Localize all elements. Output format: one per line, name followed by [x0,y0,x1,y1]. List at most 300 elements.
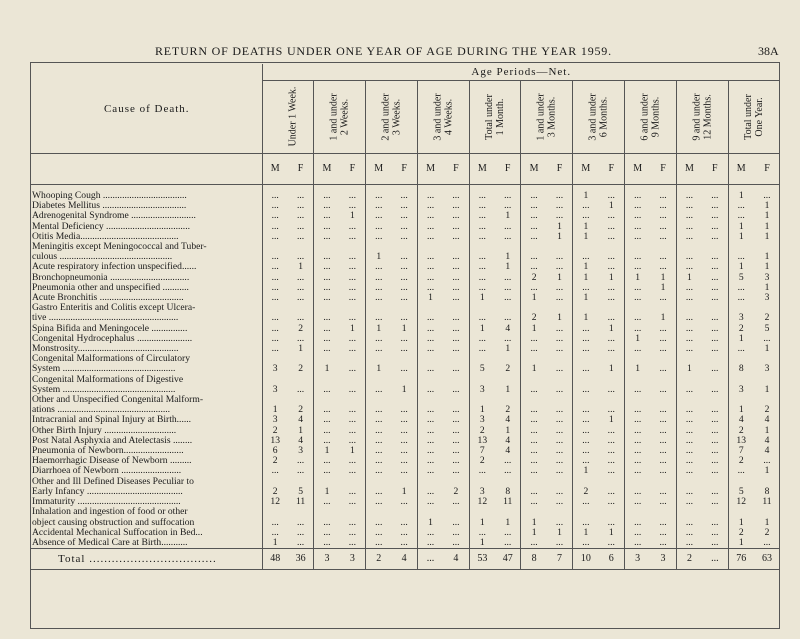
total-cell: 10 [573,549,599,570]
table-cell [754,242,780,252]
table-cell: 1 [521,518,547,528]
table-cell: ... [555,435,564,446]
table-cell [366,354,392,364]
table-row-continuation [30,487,780,497]
table-cell: ... [452,282,460,293]
table-cell: ... [469,201,495,211]
table-cell: ... [262,528,288,538]
sex-label: M [314,154,340,185]
table-cell [495,375,521,385]
table-cell [521,395,547,405]
table-cell: ... [676,191,702,201]
table-cell: 1 [401,384,407,395]
age-periods-header: Age Periods—Net. [262,64,780,81]
table-cell: ... [348,364,356,375]
table-cell [495,354,521,364]
table-cell: 12 [728,497,754,507]
table-cell: ... [624,436,650,446]
table-cell: ... [452,344,460,355]
table-cell: ... [400,293,408,304]
sex-label: F [650,154,676,185]
table-cell [443,303,469,313]
table-cell: 2 [728,426,754,436]
table-cell: 5 [728,273,754,283]
table-cell: 4 [505,435,511,446]
table-cell: 1 [557,527,562,538]
table-cell: ... [624,385,650,395]
age-column-label: Total under One Year. [743,94,766,140]
table-cell: ... [607,446,615,457]
table-cell: ... [521,344,547,354]
table-cell [702,242,728,252]
table-cell: 1 [624,334,650,344]
table-cell: ... [296,201,305,212]
table-row [30,354,780,364]
table-cell: ... [348,456,356,467]
table-cell: ... [676,283,702,293]
table-cell: ... [521,405,547,415]
table-cell: 1 [366,364,392,374]
table-cell: 1 [764,252,770,263]
table-cell: ... [624,466,650,476]
table-cell [702,354,728,364]
table-cell [288,507,314,517]
table-cell: 2 [298,323,303,334]
table-cell: ... [521,252,547,262]
table-row [30,507,780,517]
table-cell: 1 [298,425,303,436]
table-cell: ... [314,262,340,272]
table-cell: ... [624,324,650,334]
table-cell: ... [659,486,667,497]
table-cell: ... [262,313,288,323]
age-column-header [314,81,366,154]
table-cell: 1 [505,262,511,273]
table-cell [495,303,521,313]
table-cell: ... [417,201,443,211]
cause-label: Absence of Medical Care at Birth........... [32,537,188,548]
table-cell: 2 [262,487,288,497]
cause-label: Inhalation and ingestion of food or other [32,507,188,518]
table-cell: ... [711,293,719,304]
cause-label: Haemorrhagic Disease of Newborn ......... [32,456,192,467]
table-cell: ... [366,262,392,272]
table-cell: 1 [728,405,754,415]
table-cell [728,477,754,487]
table-cell: ... [314,191,340,201]
table-cell: 1 [728,262,754,272]
table-cell: ... [573,538,599,549]
table-cell: ... [607,537,615,548]
table-cell [262,303,288,313]
table-cell: 12 [262,497,288,507]
table-cell: ... [262,222,288,232]
table-cell: ... [504,272,512,283]
table-cell: ... [676,518,702,528]
table-cell: ... [452,252,460,263]
table-row [30,324,780,334]
table-cell: ... [521,201,547,211]
table-cell: ... [452,323,460,334]
table-cell [366,375,392,385]
cause-label: Other and Ill Defined Diseases Peculiar to [32,476,194,487]
table-cell: ... [400,201,408,212]
table-cell: ... [366,518,392,528]
table-cell [443,375,469,385]
table-cell: ... [417,415,443,425]
table-cell: ... [296,293,305,304]
table-cell: ... [711,211,719,222]
table-cell [391,375,417,385]
table-cell [599,354,625,364]
cause-label: Post Natal Asphyxia and Atelectasis ........ [32,435,193,446]
sex-label: M [624,154,650,185]
table-cell: 1 [505,384,511,395]
table-cell [340,395,366,405]
table-cell: ... [521,466,547,476]
table-cell: ... [296,517,305,528]
table-cell: ... [400,527,408,538]
table-cell: ... [607,313,615,324]
cause-header [30,64,262,154]
table-cell: 1 [521,324,547,334]
table-cell [521,375,547,385]
table-cell: ... [348,333,356,344]
table-cell: 1 [505,211,511,222]
table-cell: ... [573,446,599,456]
table-cell: ... [504,191,512,201]
table-cell [754,354,780,364]
table-cell: ... [573,324,599,334]
table-cell: 6 [262,446,288,456]
table-cell [391,507,417,517]
table-cell [599,477,625,487]
table-cell: ... [452,191,460,201]
table-cell: ... [555,364,564,375]
table-cell: 2 [469,426,495,436]
table-cell: ... [555,252,564,263]
table-cell [366,242,392,252]
table-cell: 3 [764,364,770,375]
table-cell: ... [728,211,754,221]
table-cell [728,395,754,405]
table-cell: ... [624,232,650,242]
total-cell: 63 [754,549,780,570]
table-cell [340,375,366,385]
table-cell: ... [607,344,615,355]
table-cell: 1 [764,517,770,528]
table-cell: 1 [764,282,770,293]
table-cell: ... [711,446,719,457]
sex-label: F [547,154,573,185]
table-cell [547,477,573,487]
table-cell: 1 [728,222,754,232]
table-cell [650,375,676,385]
table-cell: ... [676,538,702,549]
table-cell: ... [314,344,340,354]
table-cell: ... [417,466,443,476]
table-cell [599,375,625,385]
table-cell: ... [296,313,305,324]
table-cell: ... [348,527,356,538]
table-cell: 8 [764,486,770,497]
table-cell: ... [711,486,719,497]
age-column-header [624,81,676,154]
table-cell: 5 [469,364,495,374]
table-cell: ... [555,486,564,497]
table-cell [469,507,495,517]
table-cell: ... [366,456,392,466]
table-cell: ... [417,385,443,395]
table-cell: ... [417,211,443,221]
table-cell [391,354,417,364]
table-cell: 4 [764,415,770,426]
age-column-label: 3 and under 4 Weeks. [432,93,455,141]
table-cell: ... [711,435,719,446]
cause-label: object causing obstruction and suffocation [32,517,195,528]
table-cell: ... [366,344,392,354]
table-cell: ... [400,344,408,355]
header-row [30,64,780,81]
table-cell: ... [659,252,667,263]
table-cell: ... [417,497,443,507]
table-cell: 1 [660,313,666,324]
table-cell [495,395,521,405]
age-column-header [676,81,728,154]
table-cell: ... [555,466,564,477]
table-cell: ... [400,456,408,467]
table-cell: ... [521,487,547,497]
table-cell: ... [262,252,288,262]
table-cell: 1 [349,446,355,457]
table-cell: ... [314,528,340,538]
table-cell [573,375,599,385]
table-cell: ... [555,201,564,212]
table-cell: ... [504,527,512,538]
table-cell: 2 [764,527,770,538]
table-cell: ... [676,201,702,211]
table-cell: ... [607,517,615,528]
table-cell: ... [400,405,408,416]
table-cell: ... [607,252,615,263]
table-cell: ... [469,252,495,262]
table-cell [650,354,676,364]
table-cell: 1 [401,486,407,497]
table-cell: 2 [764,313,770,324]
table-cell: ... [348,537,356,548]
cause-label: Mental Deficiency ................................... [32,221,190,232]
table-cell: ... [469,466,495,476]
table-cell: ... [296,272,305,283]
table-cell: ... [659,221,667,232]
table-cell: ... [314,334,340,344]
table-cell: 1 [676,273,702,283]
total-cell: 6 [599,549,625,570]
table-cell [547,354,573,364]
cause-header-label: Cause of Death. [103,102,190,115]
table-row [30,426,780,436]
table-cell: 11 [295,497,306,508]
table-cell: ... [711,527,719,538]
age-column-header [262,81,314,154]
table-cell [366,477,392,487]
table-cell: ... [504,456,512,467]
table-cell: 2 [262,456,288,466]
total-cell: 3 [650,549,676,570]
table-cell: ... [348,313,356,324]
table-cell: ... [659,527,667,538]
table-cell: 1 [728,518,754,528]
table-cell: ... [763,191,771,201]
cause-label: Other Birth Injury .............................. [32,425,177,436]
table-cell: ... [452,456,460,467]
table-cell: ... [314,201,340,211]
table-cell: ... [573,426,599,436]
table-cell: ... [711,364,719,375]
table-cell: ... [366,293,392,303]
age-column-label: 1 and under 2 Weeks. [328,93,351,141]
table-cell: 3 [469,385,495,395]
table-cell: ... [348,262,356,273]
age-column-label: Under 1 Week. [286,86,298,147]
table-cell: ... [607,425,615,436]
table-cell: ... [417,273,443,283]
table-cell [288,242,314,252]
table-cell: 4 [505,323,511,334]
cause-label: tive ...................................................... [32,313,179,324]
table-cell: ... [676,324,702,334]
table-cell: ... [711,344,719,355]
table-cell: ... [659,293,667,304]
table-cell: ... [417,313,443,323]
table-cell: ... [469,273,495,283]
table-row [30,375,780,385]
table-cell: ... [555,333,564,344]
cause-label: Early Infancy ........................................ [32,486,183,497]
table-cell: ... [676,415,702,425]
table-cell: 1 [764,384,770,395]
table-cell [754,507,780,517]
table-cell: ... [659,333,667,344]
table-cell: ... [521,497,547,507]
table-row [30,211,780,221]
sex-label: F [599,154,625,185]
age-column-header [417,81,469,154]
table-cell: ... [296,384,305,395]
table-cell: ... [296,231,305,242]
table-cell: ... [573,364,599,374]
table-cell: 2 [453,486,459,497]
table-cell: 1 [764,344,770,355]
table-cell [624,303,650,313]
table-cell: ... [504,231,512,242]
table-cell [624,242,650,252]
table-cell [728,375,754,385]
table-cell: ... [676,293,702,303]
table-cell: ... [763,537,771,548]
table-cell: 1 [624,273,650,283]
table-cell: ... [607,405,615,416]
table-cell: 4 [505,415,511,426]
table-cell: 1 [505,344,511,355]
table-cell: 1 [505,252,511,263]
table-cell: ... [366,436,392,446]
table-cell: ... [348,384,356,395]
table-cell: ... [676,466,702,476]
table-cell: ... [624,497,650,507]
table-cell: 1 [676,364,702,374]
table-cell: ... [452,527,460,538]
table-cell: 1 [573,313,599,323]
table-cell: ... [417,538,443,549]
table-cell: ... [296,211,305,222]
table-cell: ... [504,537,512,548]
table-cell: 1 [764,221,770,232]
table-cell: ... [711,537,719,548]
total-cell: 2 [366,549,392,570]
table-cell: ... [469,313,495,323]
table-cell [547,242,573,252]
table-cell: ... [659,435,667,446]
table-cell: ... [711,282,719,293]
table-cell: ... [262,334,288,344]
table-cell: ... [366,201,392,211]
table-cell: 1 [573,273,599,283]
table-cell: 1 [660,272,666,283]
table-cell: 1 [469,324,495,334]
table-cell: 3 [469,487,495,497]
table-cell: ... [711,323,719,334]
table-cell [340,477,366,487]
table-cell: 1 [728,538,754,549]
table-cell: ... [573,436,599,446]
table-cell: 1 [764,466,770,477]
table-cell: 1 [608,527,614,538]
table-cell: ... [573,415,599,425]
table-cell [366,395,392,405]
table-cell: ... [400,272,408,283]
table-cell: 3 [764,272,770,283]
table-cell: ... [504,201,512,212]
table-cell: ... [366,385,392,395]
table-cell: 2 [298,405,303,416]
table-cell: ... [366,211,392,221]
table-cell: 1 [262,405,288,415]
table-cell [288,477,314,487]
table-cell: ... [607,262,615,273]
age-column-label: 3 and under 6 Months. [587,93,610,141]
table-cell [417,354,443,364]
table-cell: ... [366,232,392,242]
table-cell: ... [366,497,392,507]
table-cell: 1 [608,364,614,375]
table-cell: ... [711,333,719,344]
table-cell: ... [452,425,460,436]
table-cell: ... [366,313,392,323]
table-cell: 1 [298,262,303,273]
table-cell: ... [728,283,754,293]
table-cell: ... [504,293,512,304]
table-cell [702,395,728,405]
table-cell: 2 [298,364,303,375]
table-cell: ... [417,487,443,497]
table-cell: ... [555,425,564,436]
table-cell: ... [624,446,650,456]
total-cell: 3 [340,549,366,570]
table-cell: 4 [764,435,770,446]
table-cell [599,242,625,252]
table-cell [521,354,547,364]
